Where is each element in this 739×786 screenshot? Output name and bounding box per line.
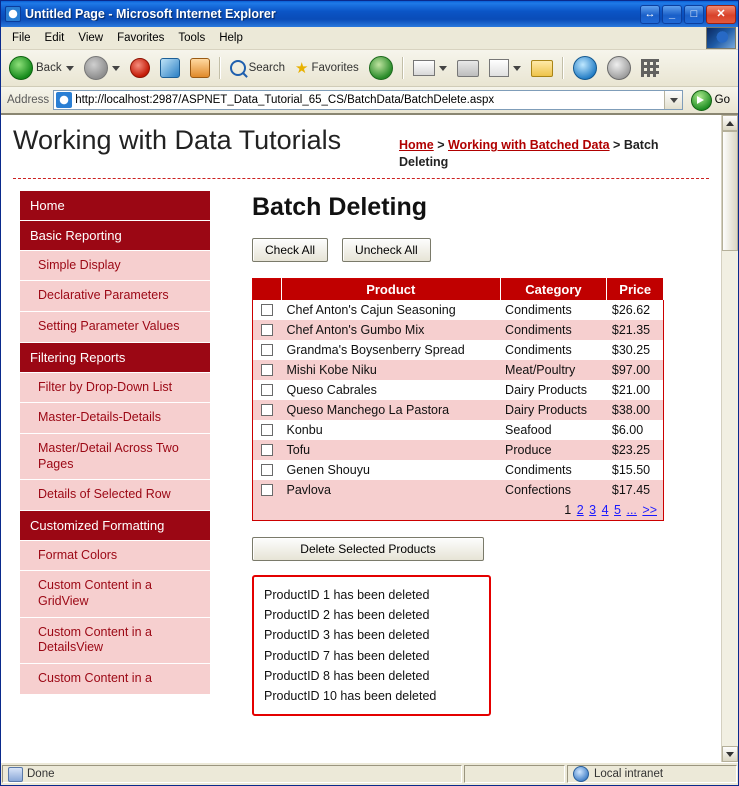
media-icon xyxy=(369,56,393,80)
favorites-button[interactable] xyxy=(291,59,363,78)
row-price: $17.45 xyxy=(607,480,664,500)
messenger-button[interactable] xyxy=(569,54,601,82)
row-checkbox-cell[interactable] xyxy=(253,400,282,420)
back-button[interactable] xyxy=(5,54,78,82)
status-done-label: Done xyxy=(27,768,55,780)
home-button[interactable] xyxy=(186,56,214,80)
column-select xyxy=(253,278,282,300)
row-product: Queso Manchego La Pastora xyxy=(282,400,501,420)
window-controls xyxy=(640,5,736,24)
row-product: Genen Shouyu xyxy=(282,460,501,480)
page-document xyxy=(1,115,721,762)
pager-page-5[interactable]: 5 xyxy=(614,502,621,517)
media-button[interactable] xyxy=(365,54,397,82)
status-zone-label: Local intranet xyxy=(594,768,664,780)
row-price: $6.00 xyxy=(607,420,664,440)
grid-header xyxy=(253,278,664,300)
breadcrumb-section-link[interactable]: Working with Batched Data xyxy=(447,138,610,152)
scrollbar-track[interactable] xyxy=(722,131,738,746)
pager-current-page: 1 xyxy=(564,502,572,517)
delete-button-row xyxy=(252,537,703,561)
table-row xyxy=(253,320,664,340)
page-body xyxy=(13,179,709,717)
disc-icon xyxy=(607,56,631,80)
sidebar-item-setting-parameter-values[interactable]: Setting Parameter Values xyxy=(20,312,210,343)
toolbar xyxy=(1,50,738,87)
app-icon xyxy=(5,6,21,22)
checkbox-icon[interactable] xyxy=(261,304,273,316)
sidebar-item-filtering-reports[interactable]: Filtering Reports xyxy=(20,343,210,373)
breadcrumb-home-link[interactable]: Home xyxy=(399,138,434,152)
forward-button[interactable] xyxy=(80,54,124,82)
row-product: Tofu xyxy=(282,440,501,460)
row-price: $21.35 xyxy=(607,320,664,340)
row-category: Condiments xyxy=(500,320,607,340)
encoding-button[interactable] xyxy=(637,57,663,79)
row-price: $15.50 xyxy=(607,460,664,480)
print-icon xyxy=(457,60,479,77)
main-content xyxy=(210,191,709,717)
menu-help[interactable]: Help xyxy=(219,32,243,44)
folder-icon xyxy=(531,60,553,77)
window-title: Untitled Page - Microsoft Internet Explorer xyxy=(25,7,276,21)
row-checkbox-cell[interactable] xyxy=(253,300,282,320)
row-price: $30.25 xyxy=(607,340,664,360)
row-category: Seafood xyxy=(500,420,607,440)
checkbox-icon[interactable] xyxy=(261,444,273,456)
table-row xyxy=(253,340,664,360)
zone-icon xyxy=(573,766,589,782)
tutorial-page xyxy=(1,115,721,762)
row-price: $26.62 xyxy=(607,300,664,320)
stop-button[interactable] xyxy=(126,56,154,80)
delete-selected-products-button[interactable]: Delete Selected Products xyxy=(252,537,484,561)
sidebar-item-simple-display[interactable]: Simple Display xyxy=(20,251,210,282)
row-product: Mishi Kobe Niku xyxy=(282,360,501,380)
table-row xyxy=(253,480,664,500)
star-icon: ★ xyxy=(295,59,309,77)
go-label: Go xyxy=(714,94,730,106)
scroll-up-button[interactable] xyxy=(722,115,738,131)
uncheck-all-button[interactable]: Uncheck All xyxy=(342,238,431,262)
pager-page-3[interactable]: 3 xyxy=(589,502,597,517)
back-label: Back xyxy=(36,62,62,74)
row-price: $38.00 xyxy=(607,400,664,420)
stop-icon xyxy=(130,58,150,78)
row-checkbox-cell[interactable] xyxy=(253,360,282,380)
row-checkbox-cell[interactable] xyxy=(253,340,282,360)
menu-bar xyxy=(1,27,738,50)
sidebar-item-home[interactable]: Home xyxy=(20,191,210,221)
status-bar xyxy=(1,762,738,785)
row-category: Dairy Products xyxy=(500,380,607,400)
title-bar xyxy=(1,1,738,27)
back-arrow-icon xyxy=(9,56,33,80)
menu-favorites[interactable]: Favorites xyxy=(117,32,165,44)
scrollbar-thumb[interactable] xyxy=(722,131,738,251)
checkbox-icon[interactable] xyxy=(261,424,273,436)
close-button[interactable]: ✕ xyxy=(706,5,736,24)
row-category: Produce xyxy=(500,440,607,460)
table-row xyxy=(253,380,664,400)
status-message: ProductID 2 has been deleted xyxy=(264,608,430,622)
row-checkbox-cell[interactable] xyxy=(253,320,282,340)
address-dropdown-button[interactable] xyxy=(664,91,682,109)
favorites-label: Favorites xyxy=(311,62,359,74)
toolbar-separator-2 xyxy=(402,57,404,79)
status-message: ProductID 7 has been deleted xyxy=(264,648,430,663)
breadcrumb xyxy=(399,125,709,171)
breadcrumb-current: Batch Deleting xyxy=(399,138,659,169)
status-message: ProductID 10 has been deleted xyxy=(264,689,437,703)
sidebar-item-declarative-parameters[interactable]: Declarative Parameters xyxy=(20,281,210,312)
edit-chevron-down-icon[interactable] xyxy=(513,66,521,71)
checkbox-icon[interactable] xyxy=(261,344,273,356)
forward-arrow-icon xyxy=(84,56,108,80)
address-bar xyxy=(1,87,738,114)
vertical-scrollbar[interactable] xyxy=(721,115,738,762)
status-middle xyxy=(464,765,565,783)
minimize-button[interactable]: _ xyxy=(662,5,682,24)
sidebar-item-custom-content-detailsview[interactable]: Custom Content in a DetailsView xyxy=(20,618,210,664)
status-message: ProductID 8 has been deleted xyxy=(264,668,430,683)
edit-button[interactable] xyxy=(485,57,525,79)
checkbox-icon[interactable] xyxy=(261,364,273,376)
mail-icon xyxy=(413,60,435,76)
row-checkbox-cell[interactable] xyxy=(253,420,282,440)
row-product: Chef Anton's Cajun Seasoning xyxy=(282,300,501,320)
row-product: Grandma's Boysenberry Spread xyxy=(282,340,501,360)
grid-body xyxy=(253,300,664,521)
globe-icon xyxy=(573,56,597,80)
checkbox-icon[interactable] xyxy=(261,464,273,476)
address-label: Address xyxy=(7,94,50,106)
sidebar-item-master-details-details[interactable]: Master-Details-Details xyxy=(20,403,210,434)
row-category: Condiments xyxy=(500,300,607,320)
row-product: Pavlova xyxy=(282,480,501,500)
table-row xyxy=(253,460,664,480)
forward-chevron-down-icon[interactable] xyxy=(112,66,120,71)
checkbox-icon[interactable] xyxy=(261,484,273,496)
breadcrumb-sep-2: > xyxy=(609,138,624,152)
row-price: $21.00 xyxy=(607,380,664,400)
sidebar-item-basic-reporting[interactable]: Basic Reporting xyxy=(20,221,210,251)
status-zone xyxy=(567,765,737,783)
toolbar-separator-1 xyxy=(219,57,221,79)
table-row xyxy=(253,400,664,420)
check-all-button[interactable]: Check All xyxy=(252,238,328,262)
status-message: ProductID 3 has been deleted xyxy=(264,628,430,643)
print-button[interactable] xyxy=(453,58,483,79)
maximize-button[interactable]: □ xyxy=(684,5,704,24)
breadcrumb-sep-1: > xyxy=(433,138,448,152)
sidebar-item-custom-content-partial[interactable]: Custom Content in a xyxy=(20,664,210,695)
pager xyxy=(253,500,664,521)
page-viewport xyxy=(1,114,738,762)
check-buttons-row xyxy=(252,238,703,262)
mail-button[interactable] xyxy=(409,58,451,78)
pager-next[interactable]: >> xyxy=(642,502,657,517)
page-title: Batch Deleting xyxy=(252,192,428,221)
row-product: Chef Anton's Gumbo Mix xyxy=(282,320,501,340)
grid-pager-row xyxy=(253,500,664,521)
row-category: Confections xyxy=(500,480,607,500)
status-done xyxy=(2,765,462,783)
row-category: Condiments xyxy=(500,340,607,360)
restore-group-button[interactable]: ↔ xyxy=(640,5,660,24)
column-price: Price xyxy=(607,278,664,300)
column-category: Category xyxy=(500,278,607,300)
home-icon xyxy=(190,58,210,78)
search-icon xyxy=(230,60,246,76)
row-checkbox-cell[interactable] xyxy=(253,480,282,500)
checkbox-icon[interactable] xyxy=(261,324,273,336)
page-icon xyxy=(56,92,72,108)
done-icon xyxy=(8,767,23,782)
research-button[interactable] xyxy=(603,54,635,82)
toolbar-separator-3 xyxy=(562,57,564,79)
triangle-up-icon xyxy=(726,121,734,126)
products-grid xyxy=(252,278,664,521)
menu-tools[interactable]: Tools xyxy=(178,32,206,44)
sidebar-item-custom-content-gridview[interactable]: Custom Content in a GridView xyxy=(20,571,210,617)
edit-icon xyxy=(489,59,509,77)
sidebar-item-master-detail-across-two-pages[interactable]: Master/Detail Across Two Pages xyxy=(20,434,210,480)
table-row xyxy=(253,360,664,380)
back-chevron-down-icon[interactable] xyxy=(66,66,74,71)
pager-page-2[interactable]: 2 xyxy=(576,502,584,517)
search-button[interactable] xyxy=(226,58,289,78)
address-input[interactable] xyxy=(53,90,682,110)
row-checkbox-cell[interactable] xyxy=(253,440,282,460)
sidebar-item-details-of-selected-row[interactable]: Details of Selected Row xyxy=(20,480,210,511)
triangle-down-icon xyxy=(726,752,734,757)
sidebar-item-filter-by-drop-down-list[interactable]: Filter by Drop-Down List xyxy=(20,373,210,404)
search-label: Search xyxy=(248,62,286,74)
ie-logo-icon xyxy=(706,27,736,49)
row-checkbox-cell[interactable] xyxy=(253,380,282,400)
mail-chevron-down-icon[interactable] xyxy=(439,66,447,71)
row-product: Queso Cabrales xyxy=(282,380,501,400)
grid-icon xyxy=(641,59,659,77)
go-button[interactable] xyxy=(687,89,734,112)
checkbox-icon[interactable] xyxy=(261,404,273,416)
sidebar xyxy=(13,191,210,717)
row-price: $23.25 xyxy=(607,440,664,460)
sidebar-item-customized-formatting[interactable]: Customized Formatting xyxy=(20,511,210,541)
row-category: Condiments xyxy=(500,460,607,480)
address-url-text: http://localhost:2987/ASPNET_Data_Tutorial_65_CS/BatchData/BatchDelete.aspx xyxy=(75,94,495,106)
table-row xyxy=(253,300,664,320)
table-row xyxy=(253,420,664,440)
pager-page-4[interactable]: 4 xyxy=(601,502,609,517)
row-checkbox-cell[interactable] xyxy=(253,460,282,480)
checkbox-icon[interactable] xyxy=(261,384,273,396)
table-row xyxy=(253,440,664,460)
pager-ellipsis[interactable]: ... xyxy=(626,502,637,517)
row-product: Konbu xyxy=(282,420,501,440)
refresh-button[interactable] xyxy=(156,56,184,80)
menu-edit[interactable]: Edit xyxy=(44,32,65,44)
row-category: Dairy Products xyxy=(500,400,607,420)
grid-header-row xyxy=(253,278,664,300)
chevron-down-icon xyxy=(670,98,678,103)
menu-view[interactable]: View xyxy=(78,32,104,44)
status-message: ProductID 1 has been deleted xyxy=(264,587,430,602)
column-product: Product xyxy=(282,278,501,300)
go-arrow-icon xyxy=(691,90,712,111)
scroll-down-button[interactable] xyxy=(722,746,738,762)
site-title: Working with Data Tutorials xyxy=(13,125,342,155)
page-header xyxy=(13,125,709,179)
refresh-icon xyxy=(160,58,180,78)
discuss-button[interactable] xyxy=(527,58,557,79)
row-price: $97.00 xyxy=(607,360,664,380)
status-message-box xyxy=(252,575,491,717)
sidebar-item-format-colors[interactable]: Format Colors xyxy=(20,541,210,572)
menu-file[interactable]: File xyxy=(12,32,31,44)
row-category: Meat/Poultry xyxy=(500,360,607,380)
